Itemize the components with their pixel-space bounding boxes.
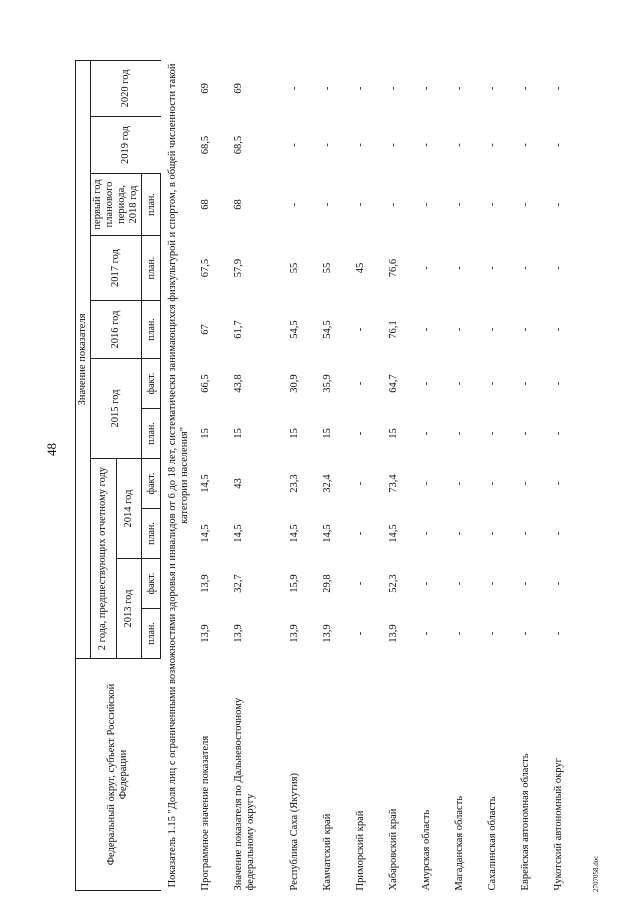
cell-value: 61,7 bbox=[233, 320, 245, 339]
cell-value: 64,7 bbox=[388, 374, 400, 393]
cell-value: 15 bbox=[233, 428, 245, 439]
table-row bbox=[286, 60, 319, 890]
row-label: Программное значение показателя bbox=[200, 735, 212, 891]
table-row bbox=[319, 60, 352, 890]
sub-plan: план. bbox=[142, 301, 161, 359]
cell-value: - bbox=[454, 86, 466, 91]
cell-value: - bbox=[487, 531, 499, 536]
cell-value: - bbox=[454, 143, 466, 147]
row-label: Сахалинская область bbox=[487, 796, 499, 891]
cell-value: 67,5 bbox=[200, 258, 212, 278]
header-values: Значение показателя bbox=[76, 60, 91, 658]
cell-value: - bbox=[553, 86, 565, 91]
cell-value: - bbox=[553, 431, 565, 436]
row-label: Хабаровский край bbox=[388, 808, 400, 891]
cell-value: - bbox=[520, 581, 532, 586]
cell-value: - bbox=[487, 631, 499, 636]
cell-value: 55 bbox=[322, 262, 334, 274]
cell-value: 69 bbox=[200, 83, 212, 94]
cell-value: - bbox=[520, 202, 532, 207]
cell-value: - bbox=[355, 531, 367, 536]
indicator-title: Показатель 1.15 "Доля лиц с ограниченными возможностями здоровья и инвалидов от 6 до 18 лет, систематически занимающихся физкультурой и спортом, в общей численности такой категории населения" bbox=[167, 63, 191, 888]
cell-value: 76,6 bbox=[388, 258, 400, 278]
cell-value: - bbox=[355, 431, 367, 436]
cell-value: - bbox=[553, 327, 565, 332]
cell-value: 68 bbox=[200, 199, 212, 210]
cell-value: 69 bbox=[233, 83, 245, 94]
cell-value: 14,5 bbox=[289, 524, 301, 543]
cell-value: - bbox=[421, 431, 433, 436]
cell-value: - bbox=[355, 327, 367, 332]
cell-value: - bbox=[520, 381, 532, 386]
cell-value: 54,5 bbox=[322, 320, 334, 339]
header-row-1 bbox=[76, 60, 91, 890]
sub-fact: факт. bbox=[142, 359, 161, 409]
cell-value: - bbox=[355, 143, 367, 147]
cell-value: 55 bbox=[289, 262, 301, 274]
cell-value: - bbox=[487, 381, 499, 386]
sub-plan: план. bbox=[142, 236, 161, 301]
cell-value: 13,9 bbox=[289, 624, 301, 643]
cell-value: - bbox=[487, 327, 499, 332]
cell-value: 15 bbox=[388, 428, 400, 439]
cell-value: - bbox=[355, 381, 367, 386]
header-2019: 2019 год bbox=[91, 117, 161, 174]
row-label: Чукотский автономный округ bbox=[553, 758, 565, 891]
cell-value: - bbox=[520, 327, 532, 332]
cell-value: - bbox=[388, 143, 400, 147]
cell-value: - bbox=[454, 431, 466, 436]
row-label: Еврейская автономная область bbox=[520, 753, 532, 891]
header-2016: 2016 год bbox=[91, 301, 142, 359]
cell-value: - bbox=[421, 202, 433, 207]
cell-value: 13,9 bbox=[233, 624, 245, 643]
cell-value: - bbox=[421, 266, 433, 270]
cell-value: - bbox=[553, 481, 565, 486]
cell-value: - bbox=[454, 327, 466, 332]
cell-value: - bbox=[520, 86, 532, 91]
cell-value: - bbox=[289, 143, 301, 147]
cell-value: - bbox=[355, 631, 367, 636]
header-2020: 2020 год bbox=[91, 60, 161, 116]
header-2018: первый год планового периода, 2018 год bbox=[91, 174, 142, 236]
cell-value: - bbox=[520, 143, 532, 147]
cell-value: - bbox=[520, 481, 532, 486]
cell-value: - bbox=[553, 143, 565, 147]
cell-value: - bbox=[553, 381, 565, 386]
cell-value: 52,3 bbox=[388, 574, 400, 593]
cell-value: 57,9 bbox=[233, 258, 245, 278]
cell-value: - bbox=[421, 631, 433, 636]
cell-value: - bbox=[322, 143, 334, 147]
cell-value: - bbox=[487, 86, 499, 91]
cell-value: - bbox=[421, 327, 433, 332]
header-2015: 2015 год bbox=[91, 359, 142, 459]
cell-value: 43 bbox=[233, 478, 245, 489]
cell-value: 73,4 bbox=[388, 474, 400, 493]
row-label: Камчатский край bbox=[322, 813, 334, 891]
cell-value: - bbox=[553, 202, 565, 207]
indicator-table bbox=[75, 60, 583, 891]
cell-value: 14,5 bbox=[200, 474, 212, 493]
cell-value: 15 bbox=[200, 428, 212, 439]
cell-value: - bbox=[487, 431, 499, 436]
cell-value: 45 bbox=[355, 262, 367, 274]
table-row bbox=[352, 60, 385, 890]
header-region: Федеральный округ, субъект Российской Федерации bbox=[76, 659, 161, 891]
row-label: Приморский край bbox=[355, 810, 367, 891]
cell-value: - bbox=[388, 86, 400, 91]
cell-value: - bbox=[553, 631, 565, 636]
cell-value: 43,8 bbox=[233, 374, 245, 393]
cell-value: - bbox=[520, 431, 532, 436]
cell-value: 14,5 bbox=[233, 524, 245, 543]
cell-value: - bbox=[454, 581, 466, 586]
cell-value: - bbox=[388, 202, 400, 207]
cell-value: 13,9 bbox=[322, 624, 334, 643]
header-2014: 2014 год bbox=[116, 459, 142, 559]
header-2017: 2017 год bbox=[91, 236, 142, 301]
table-row bbox=[451, 60, 484, 890]
cell-value: 23,3 bbox=[289, 474, 301, 493]
cell-value: - bbox=[487, 266, 499, 270]
cell-value: 15,9 bbox=[289, 574, 301, 593]
table-row bbox=[517, 60, 550, 890]
cell-value: 13,9 bbox=[388, 624, 400, 643]
cell-value: - bbox=[553, 531, 565, 536]
cell-value: - bbox=[454, 531, 466, 536]
table-row bbox=[550, 60, 583, 890]
cell-value: 15 bbox=[322, 428, 334, 439]
cell-value: 35,9 bbox=[322, 374, 334, 393]
cell-value: 67 bbox=[200, 324, 212, 335]
cell-value: - bbox=[553, 266, 565, 270]
row-label: Значение показателя по Дальневосточному федеральному округу bbox=[233, 697, 257, 891]
cell-value: 68 bbox=[233, 199, 245, 210]
cell-value: - bbox=[421, 531, 433, 536]
sub-fact: факт. bbox=[142, 459, 161, 509]
cell-value: - bbox=[553, 581, 565, 586]
table-row bbox=[484, 60, 517, 890]
document-id: 2707058.doc bbox=[592, 855, 600, 892]
row-label: Амурская область bbox=[421, 809, 433, 891]
cell-value: - bbox=[454, 481, 466, 486]
table-row bbox=[385, 60, 418, 890]
cell-value: - bbox=[289, 86, 301, 91]
cell-value: 66,5 bbox=[200, 374, 212, 393]
cell-value: 54,5 bbox=[289, 320, 301, 339]
cell-value: - bbox=[421, 86, 433, 91]
sub-plan: план. bbox=[142, 174, 161, 236]
page-number: 48 bbox=[44, 443, 59, 456]
table-row bbox=[418, 60, 451, 890]
cell-value: - bbox=[454, 202, 466, 207]
cell-value: - bbox=[355, 581, 367, 586]
cell-value: - bbox=[454, 266, 466, 270]
table-row bbox=[197, 60, 230, 890]
cell-value: 29,8 bbox=[322, 574, 334, 593]
row-label: Республика Саха (Якутия) bbox=[289, 773, 301, 891]
cell-value: 14,5 bbox=[388, 524, 400, 543]
row-label: Магаданская область bbox=[454, 795, 466, 891]
cell-value: - bbox=[487, 581, 499, 586]
sub-fact: факт. bbox=[142, 559, 161, 609]
cell-value: - bbox=[355, 86, 367, 91]
cell-value: - bbox=[421, 481, 433, 486]
table-row bbox=[230, 60, 286, 890]
cell-value: - bbox=[421, 581, 433, 586]
cell-value: 30,9 bbox=[289, 374, 301, 393]
rotated-table-container bbox=[75, 61, 567, 891]
cell-value: 13,9 bbox=[200, 574, 212, 593]
cell-value: - bbox=[487, 202, 499, 207]
cell-value: - bbox=[421, 143, 433, 147]
cell-value: 32,7 bbox=[233, 574, 245, 593]
cell-value: - bbox=[454, 631, 466, 636]
cell-value: - bbox=[289, 202, 301, 207]
cell-value: - bbox=[487, 143, 499, 147]
cell-value: - bbox=[355, 481, 367, 486]
cell-value: 76,1 bbox=[388, 320, 400, 339]
sub-plan: план. bbox=[142, 509, 161, 559]
cell-value: - bbox=[454, 381, 466, 386]
cell-value: 68,5 bbox=[200, 135, 212, 155]
sub-plan: план. bbox=[142, 409, 161, 459]
indicator-title-row bbox=[161, 60, 198, 890]
cell-value: - bbox=[421, 381, 433, 386]
cell-value: - bbox=[355, 202, 367, 207]
header-prev-years: 2 года, предшествующих отчетному году bbox=[91, 459, 117, 659]
cell-value: - bbox=[322, 202, 334, 207]
cell-value: 32,4 bbox=[322, 474, 334, 493]
cell-value: - bbox=[322, 86, 334, 91]
cell-value: 68,5 bbox=[233, 135, 245, 155]
cell-value: 14,5 bbox=[322, 524, 334, 543]
sub-plan: план. bbox=[142, 609, 161, 659]
header-2013: 2013 год bbox=[116, 559, 142, 659]
cell-value: 14,5 bbox=[200, 524, 212, 543]
cell-value: 13,9 bbox=[200, 624, 212, 643]
cell-value: - bbox=[520, 531, 532, 536]
cell-value: - bbox=[520, 631, 532, 636]
cell-value: - bbox=[487, 481, 499, 486]
table-body bbox=[76, 60, 584, 890]
cell-value: 15 bbox=[289, 428, 301, 439]
cell-value: - bbox=[520, 266, 532, 270]
